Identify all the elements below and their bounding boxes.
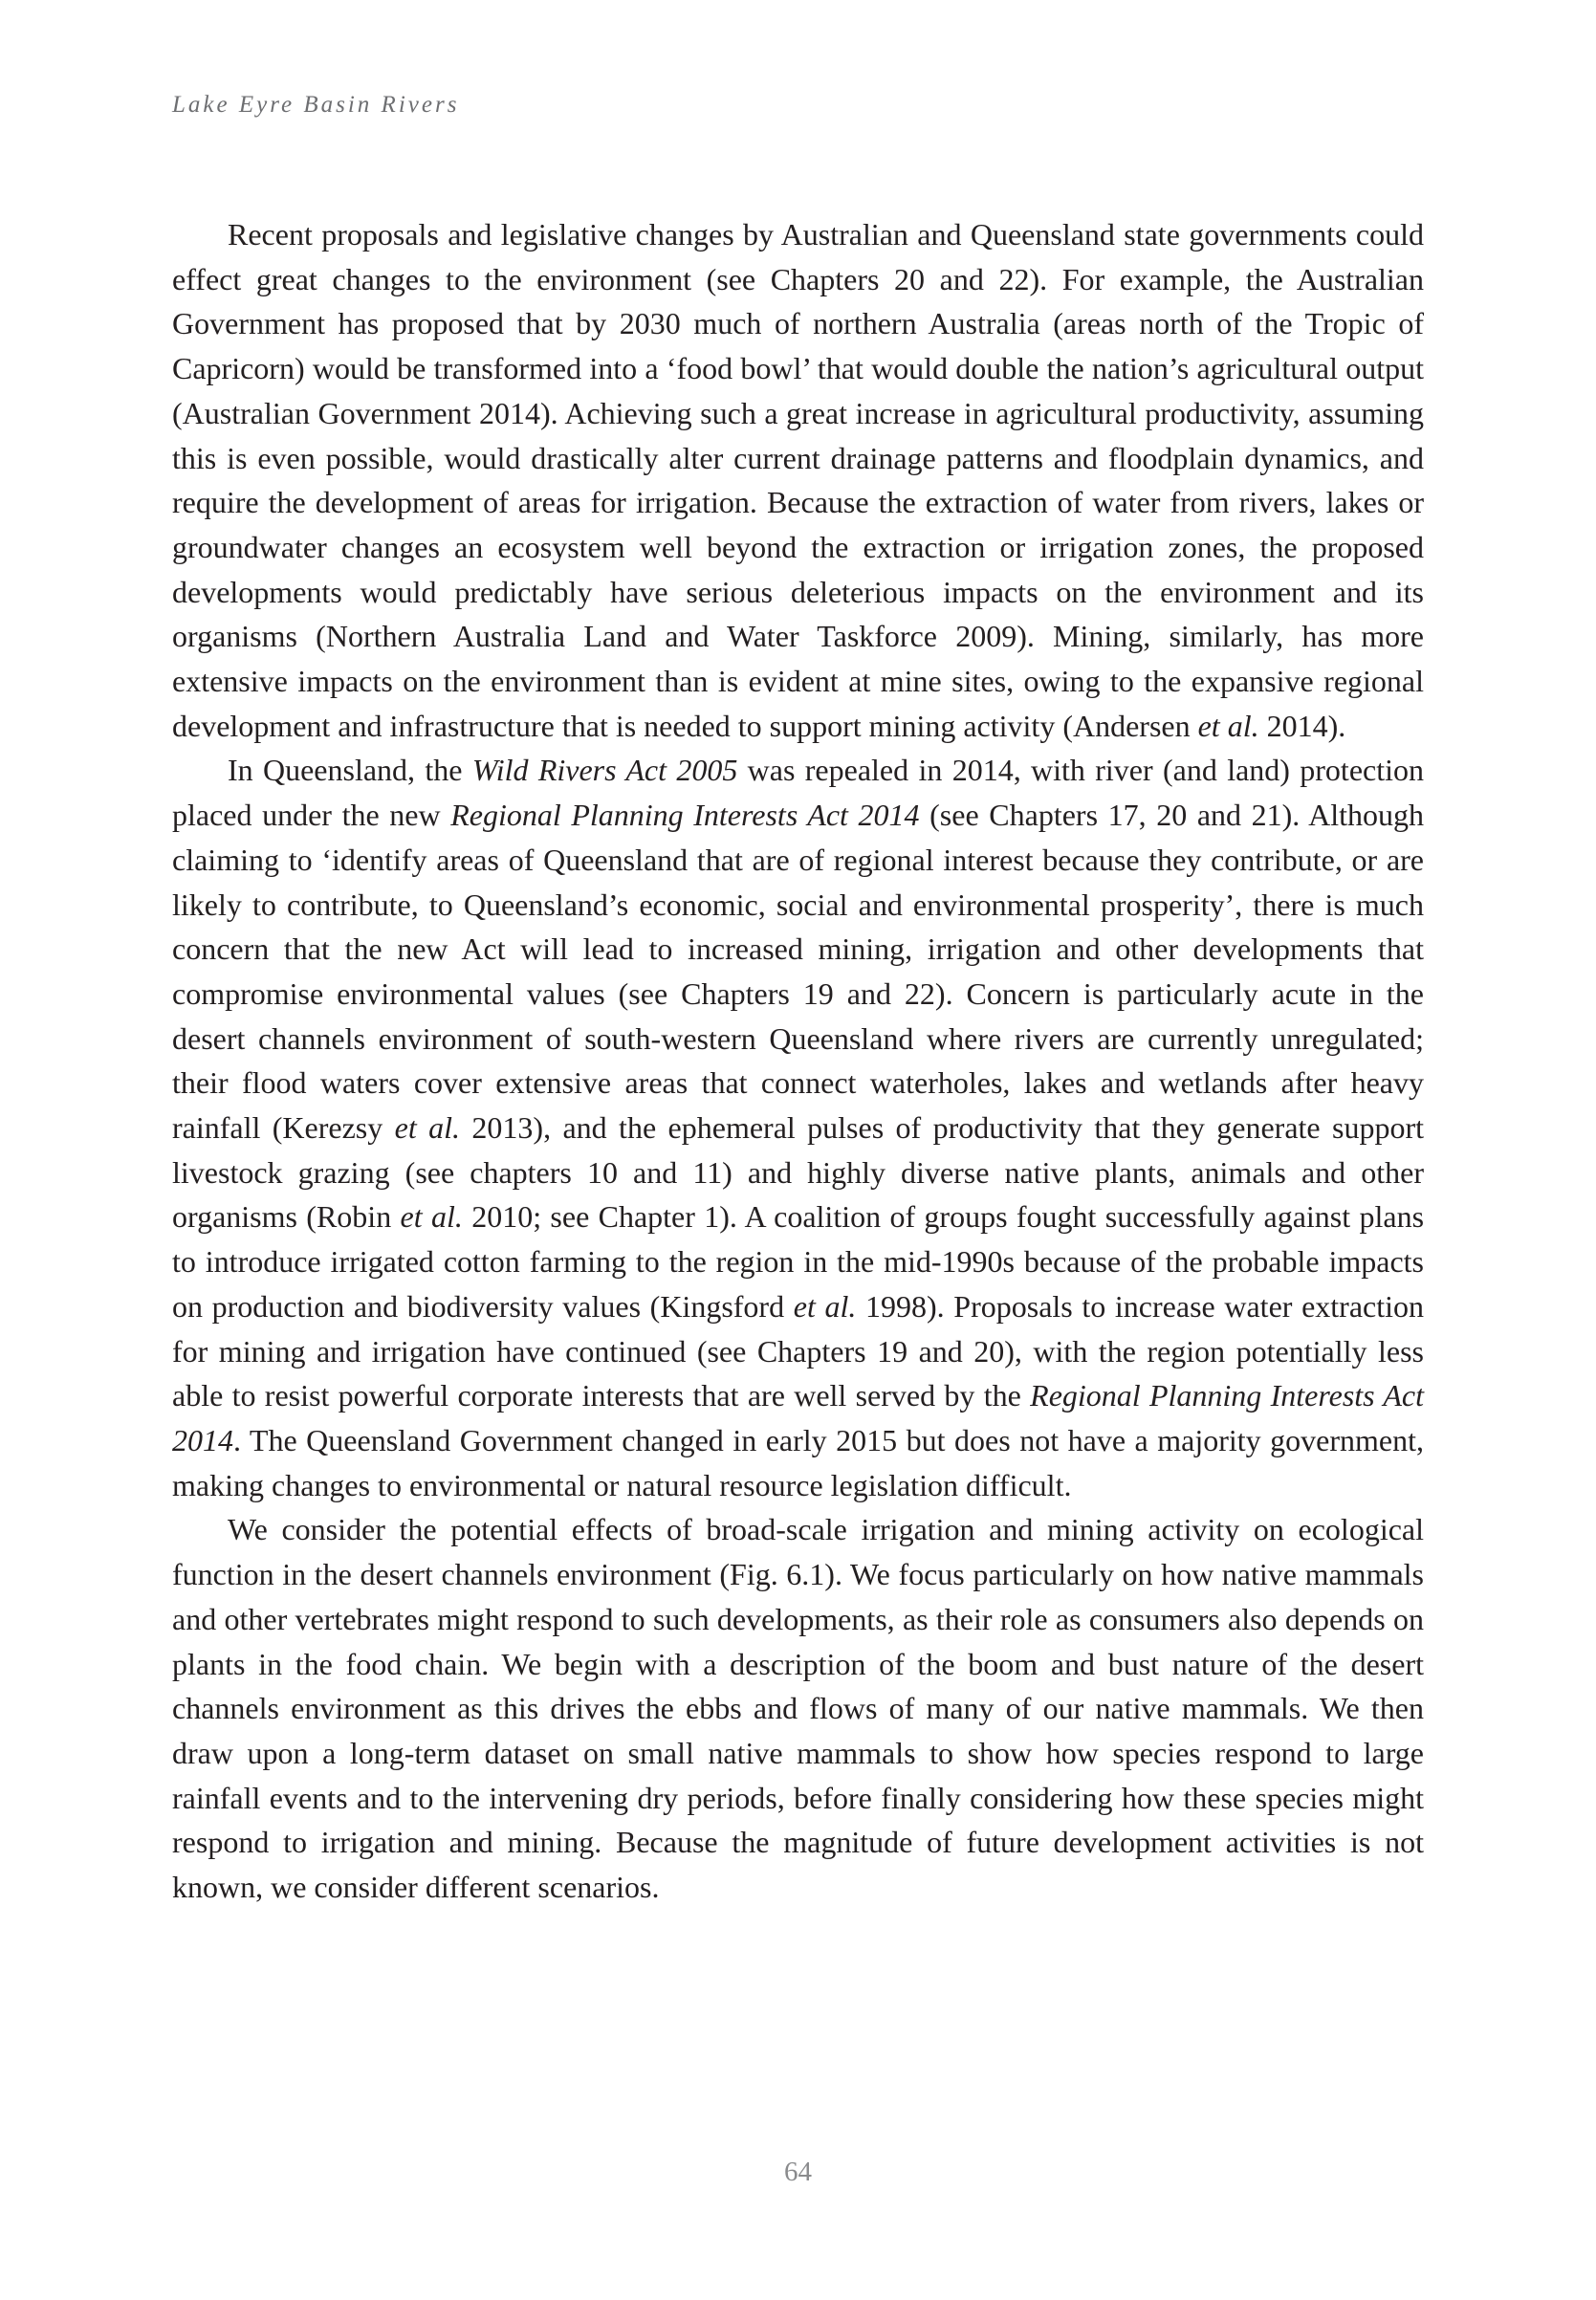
italic-text: Wild Rivers Act 2005 [471, 753, 738, 788]
paragraph-1 [172, 212, 1424, 748]
body-text [172, 212, 1424, 1910]
paragraph-2 [172, 748, 1424, 1507]
running-head: Lake Eyre Basin Rivers [172, 92, 460, 118]
text-run: 2014). [1258, 708, 1346, 743]
text-run: 1998). Proposals to increase water extraction for mining and irrigation have continued (see Chapters 19 and 20), with the region potentially less able to resist powerful corporate interests that are well served by the [172, 1288, 1425, 1413]
text-run: Recent proposals and legislative changes by Australian and Queensland state governments could effect great changes to the environment (see Chapters 20 and 22). For example, the Australian Government has proposed that by 2030 much of northern Australia (areas north of the Tropic of Capricorn) would be transformed into a ‘food bowl’ that would double the nation’s agricultural output (Australian Government 2014). Achieving such a great increase in agricultural productivity, assuming this is even possible, would drastically alter current drainage patterns and floodplain dynamics, and require the development of areas for irrigation. Because the extraction of water from rivers, lakes or groundwater changes an ecosystem well beyond the extraction or irrigation zones, the proposed developments would predictably have serious deleterious impacts on the environment and its organisms (Northern Australia Land and Water Taskforce 2009). Mining, similarly, has more extensive impacts on the environment than is evident at mine sites, owing to the expansive regional development and infrastructure that is needed to support mining activity (Andersen [172, 217, 1424, 743]
italic-text: et al. [394, 1110, 461, 1146]
italic-text: Regional Planning Interests Act 2014 [450, 798, 920, 833]
text-run: was repealed in 2014, with river (and land) protection placed under the new [172, 753, 1425, 833]
text-run: In Queensland, the [228, 753, 472, 788]
page-number: 64 [784, 2157, 812, 2187]
text-run: We consider the potential effects of broad-scale irrigation and mining activity on ecological function in the desert channels environment (Fig. 6.1). We focus particularly on how native mammals and other vertebrates might respond to such developments, as their role as consumers also depends on plants in the food chain. We begin with a description of the boom and bust nature of the desert channels environment as this drives the ebbs and flows of many of our native mammals. We then draw upon a long-term dataset on small native mammals to show how species respond to large rainfall events and to the intervening dry periods, before finally considering how these species might respond to irrigation and mining. Because the magnitude of future development activities is not known, we consider different scenarios. [172, 1512, 1424, 1905]
italic-text: et al. [400, 1199, 463, 1235]
italic-text: Regional Planning Interests Act 2014 [172, 1378, 1425, 1457]
italic-text: et al. [1197, 708, 1259, 743]
italic-text: et al. [793, 1288, 857, 1324]
paragraph-3 [172, 1507, 1424, 1909]
text-run: 2010; see Chapter 1). A coalition of groups fought successfully against plans to introduce irrigated cotton farming to the region in the mid-1990s because of the probable impacts on production and biodiversity values (Kingsford [172, 1199, 1425, 1324]
text-run: . The Queensland Government changed in early 2015 but does not have a majority government, making changes to environmental or natural resource legislation difficult. [172, 1422, 1424, 1502]
text-run: 2013), and the ephemeral pulses of productivity that they generate support livestock grazing (see chapters 10 and 11) and highly diverse native plants, animals and other organisms (Robin [172, 1110, 1425, 1235]
text-run: (see Chapters 17, 20 and 21). Although claiming to ‘identify areas of Queensland that are of regional interest because they contribute, or are likely to contribute, to Queensland’s economic, social and environmental prosperity’, there is much concern that the new Act will lead to increased mining, irrigation and other developments that compromise environmental values (see Chapters 19 and 22). Concern is particularly acute in the desert channels environment of south-western Queensland where rivers are currently unregulated; their flood waters cover extensive areas that connect waterholes, lakes and wetlands after heavy rainfall (Kerezsy [172, 798, 1425, 1146]
